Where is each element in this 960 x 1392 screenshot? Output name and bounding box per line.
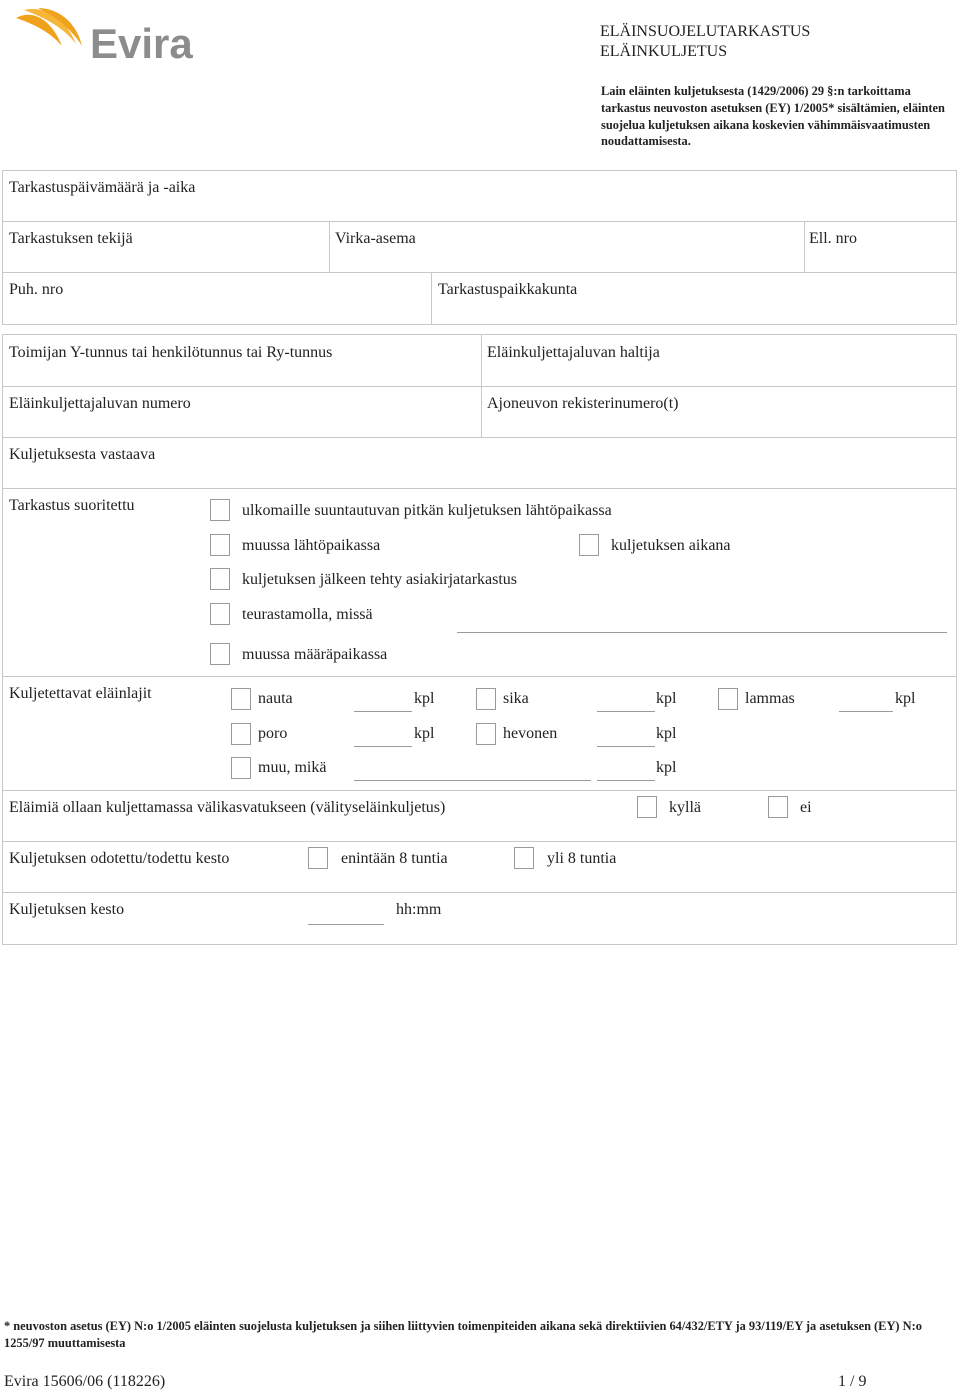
duration-unit: hh:mm [396,901,442,918]
post-transport-doc-check-checkbox[interactable] [210,568,230,590]
footnote: * neuvoston asetus (EY) N:o 1/2005 eläinten suojelusta kuljetuksen ja siihen liittyvien toimenpiteiden aikana sekä direktiivien 64/432/ETY ja 93/119/EY ja asetuksen (EY) N:o 1255/97 muuttamisesta [4,1319,922,1350]
pig-unit: kpl [656,690,677,707]
legal-basis-text: Lain eläinten kuljetuksesta (1429/2006) 29 §:n tarkoittama tarkastus neuvoston asetuksen (EY) 1/2005* sisältämien, eläinten suojelua kuljetuksen aikana koskevien vähimmäisvaatimusten noudattamisesta. [601,84,945,149]
longhaul-departure-checkbox[interactable] [210,499,230,521]
pig-label: sika [503,690,529,707]
reindeer-label: poro [258,725,288,742]
cattle-count-input[interactable] [354,711,412,712]
vehicle-registration-field[interactable]: Ajoneuvon rekisterinumero(t) [487,395,679,412]
other-species-name-input[interactable] [354,780,591,781]
sheep-unit: kpl [895,690,916,707]
over-8-hours-label: yli 8 tuntia [547,850,617,867]
transport-responsible-field[interactable]: Kuljetuksesta vastaava [9,446,156,463]
over-8-hours-checkbox[interactable] [514,847,534,869]
longhaul-departure-label: ulkomaille suuntautuvan pitkän kuljetuksen lähtöpaikassa [242,502,612,519]
evira-leaf-icon [12,6,197,64]
other-departure-label: muussa lähtöpaikassa [242,537,381,554]
title-line-2: ELÄINKULJETUS [600,43,728,60]
other-species-label: muu, mikä [258,759,327,776]
max-8-hours-label: enintään 8 tuntia [341,850,448,867]
business-id-field[interactable]: Toimijan Y-tunnus tai henkilötunnus tai Ry-tunnus [9,344,333,361]
species-label: Kuljetettavat eläinlajit [9,685,152,702]
phone-field[interactable]: Puh. nro [9,281,64,298]
other-departure-checkbox[interactable] [210,534,230,556]
inspection-location-field[interactable]: Tarkastuspaikkakunta [438,281,578,298]
title-line-1: ELÄINSUOJELUTARKASTUS [600,23,811,40]
other-species-checkbox[interactable] [231,757,251,779]
inspector-field[interactable]: Tarkastuksen tekijä [9,230,133,247]
vet-number-field[interactable]: Ell. nro [809,230,857,247]
intermediate-yes-label: kyllä [669,799,701,816]
during-transport-label: kuljetuksen aikana [611,537,731,554]
slaughterhouse-location-input[interactable] [457,632,947,633]
office-field[interactable]: Virka-asema [335,230,416,247]
inspection-date-time-field[interactable]: Tarkastuspäivämäärä ja -aika [9,179,196,196]
other-destination-label: muussa määräpaikassa [242,646,388,663]
form-id: Evira 15606/06 (118226) [4,1373,166,1390]
cattle-unit: kpl [414,690,435,707]
reindeer-unit: kpl [414,725,435,742]
inspection-info-block [2,170,957,325]
post-transport-doc-check-label: kuljetuksen jälkeen tehty asiakirjatarkastus [242,571,518,588]
operator-info-block [2,334,957,945]
pig-count-input[interactable] [597,711,655,712]
intermediate-no-checkbox[interactable] [768,796,788,818]
other-species-unit: kpl [656,759,677,776]
cattle-checkbox[interactable] [231,688,251,710]
permit-number-field[interactable]: Eläinkuljettajaluvan numero [9,395,191,412]
slaughterhouse-label: teurastamolla, missä [242,606,373,623]
other-species-count-input[interactable] [597,780,655,781]
intermediate-no-label: ei [800,799,812,816]
intermediate-rearing-question: Eläimiä ollaan kuljettamassa välikasvatukseen (välityseläinkuljetus) [9,799,446,816]
reindeer-checkbox[interactable] [231,723,251,745]
other-destination-checkbox[interactable] [210,643,230,665]
cattle-label: nauta [258,690,293,707]
reindeer-count-input[interactable] [354,746,412,747]
duration-label: Kuljetuksen kesto [9,901,125,918]
sheep-count-input[interactable] [839,711,893,712]
horse-label: hevonen [503,725,558,742]
sheep-label: lammas [745,690,795,707]
duration-input[interactable] [308,924,384,925]
expected-duration-label: Kuljetuksen odotettu/todettu kesto [9,850,230,867]
max-8-hours-checkbox[interactable] [308,847,328,869]
during-transport-checkbox[interactable] [579,534,599,556]
svg-text:Evira: Evira [90,20,193,64]
page-number: 1 / 9 [838,1373,867,1390]
horse-checkbox[interactable] [476,723,496,745]
permit-holder-field[interactable]: Eläinkuljettajaluvan haltija [487,344,660,361]
slaughterhouse-checkbox[interactable] [210,603,230,625]
horse-unit: kpl [656,725,677,742]
pig-checkbox[interactable] [476,688,496,710]
horse-count-input[interactable] [597,746,655,747]
document-title [600,22,810,62]
evira-logo [12,6,197,64]
intermediate-yes-checkbox[interactable] [637,796,657,818]
inspection-performed-label: Tarkastus suoritettu [9,497,135,514]
sheep-checkbox[interactable] [718,688,738,710]
